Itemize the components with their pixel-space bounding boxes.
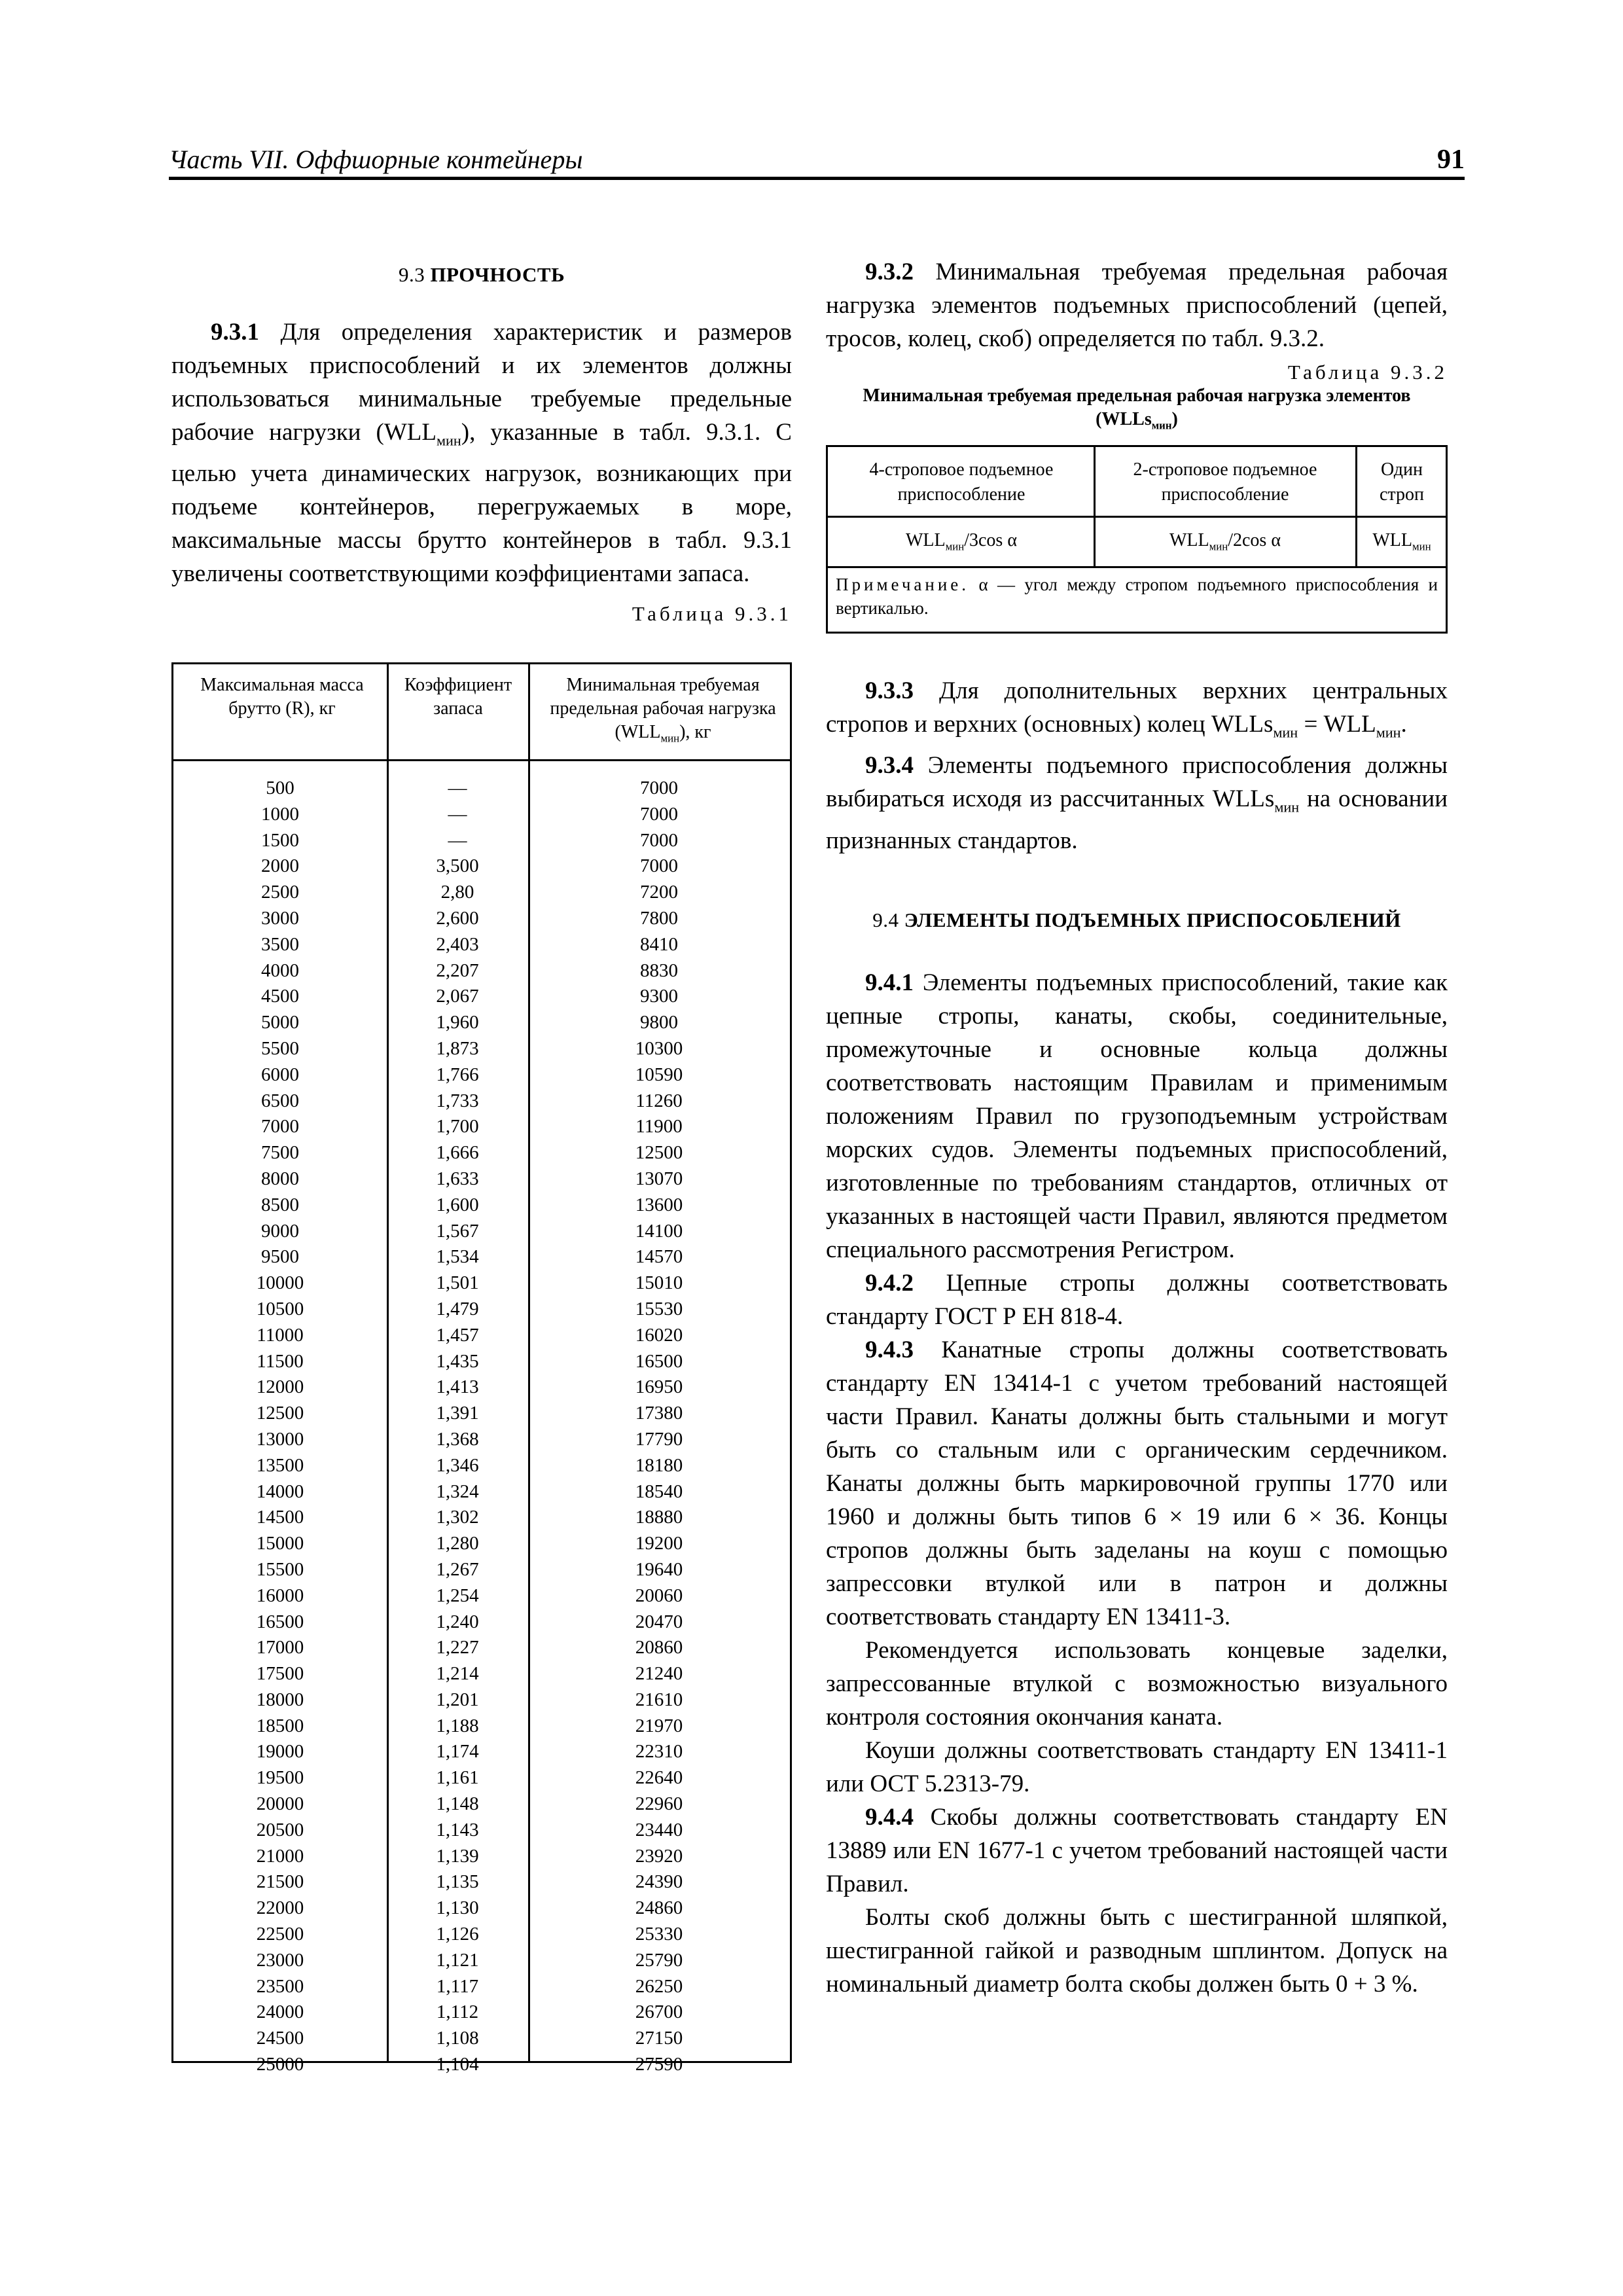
cell-safety-factor: 1,501: [436, 1272, 479, 1294]
cell-wll: 10590: [635, 1064, 683, 1085]
cell-wll: 19200: [635, 1533, 683, 1554]
cell-gross-mass: 19500: [256, 1767, 304, 1789]
cell-wll: 18880: [635, 1507, 683, 1528]
left-column: [171, 255, 792, 626]
cell-safety-factor: 1,280: [436, 1533, 479, 1554]
header-safety-factor: Коэффициент запаса: [404, 675, 512, 719]
cell-gross-mass: 23500: [256, 1975, 304, 1997]
cell-wll: 7000: [640, 855, 678, 877]
cell-gross-mass: 20000: [256, 1793, 304, 1815]
cell-wll: 21970: [635, 1715, 683, 1736]
cell-safety-factor: 1,435: [436, 1350, 479, 1372]
cell-gross-mass: 12000: [256, 1376, 304, 1398]
paragraph-9-4-4: 9.4.4 Скобы должны соответствовать стандарту EN 13889 или EN 1677-1 с учетом требований настоящей части Правил.: [826, 1803, 1448, 1897]
cell-safety-factor: 1,148: [436, 1793, 479, 1815]
cell-gross-mass: 16000: [256, 1585, 304, 1606]
cell-safety-factor: 2,600: [436, 907, 479, 929]
cell-safety-factor: 2,207: [436, 960, 479, 981]
cell-gross-mass: 1000: [261, 803, 299, 825]
cell-wll: 22640: [635, 1767, 683, 1789]
row-divider: [828, 516, 1446, 518]
section-title-9-3: 9.3 ПРОЧНОСТЬ: [398, 263, 565, 286]
paragraph-thimbles: Коуши должны соответствовать стандарту EN 13411-1 или ОСТ 5.2313-79.: [826, 1736, 1448, 1797]
cell-gross-mass: 6500: [261, 1090, 299, 1111]
table-row: [173, 1869, 790, 1895]
cell-safety-factor: 2,403: [436, 933, 479, 955]
table-row: [173, 853, 790, 880]
cell-gross-mass: 6000: [261, 1064, 299, 1085]
table-row: [173, 1010, 790, 1036]
paragraph-9-3-1: 9.3.1 Для определения характеристик и размеров подъемных приспособлений и их элементов должны использоваться минимальные требуемые предельные рабочие нагрузки $(WLL_{мин})$, указанные в табл. 9.3.1. С целью учета динамических нагрузок, возникающих при подъеме контейнеров, перегружаемых в море, максимальные массы брутто контейнеров в табл. 9.3.1 увеличены соответствующими коэффициентами запаса.: [171, 319, 792, 588]
cell-gross-mass: 8500: [261, 1194, 299, 1215]
column-divider: [1094, 447, 1096, 566]
table-row: [173, 1114, 790, 1140]
cell-gross-mass: 11000: [257, 1324, 304, 1346]
cell-gross-mass: 14000: [256, 1480, 304, 1502]
cell-gross-mass: 2500: [261, 882, 299, 903]
table-header: [173, 664, 790, 761]
cell-gross-mass: 5000: [261, 1012, 299, 1033]
cell-safety-factor: 1,733: [436, 1090, 479, 1111]
cell-safety-factor: 1,108: [436, 2028, 479, 2049]
table-caption-9-3-1: Таблица 9.3.1: [632, 602, 792, 626]
cell-safety-factor: 1,766: [436, 1064, 479, 1085]
page-number: 91: [1437, 145, 1465, 175]
cell-safety-factor: 1,188: [436, 1715, 479, 1736]
cell-safety-factor: —: [448, 829, 467, 851]
cell-wll: 18540: [635, 1480, 683, 1502]
cell-gross-mass: 3500: [261, 933, 299, 955]
header-rule: [169, 177, 1465, 180]
cell-safety-factor: 1,143: [436, 1819, 479, 1840]
cell-gross-mass: 22000: [256, 1897, 304, 1919]
cell-safety-factor: —: [448, 778, 467, 798]
cell-wll: 18180: [635, 1454, 683, 1476]
table-row: [173, 958, 790, 984]
cell-safety-factor: 1,104: [436, 2054, 479, 2075]
table-row: [173, 828, 790, 854]
table-row: [173, 1922, 790, 1948]
cell-safety-factor: 1,302: [436, 1507, 479, 1528]
paragraph-9-4-1: 9.4.1 Элементы подъемных приспособлений, такие как цепные стропы, канаты, скобы, соединительные, промежуточные и основные кольца должны соответствовать настоящим Правилам и применимым положениям Правил по грузоподъемным устройствам морских судов. Элементы подъемных приспособлений, изготовленные по требованиям стандартов, отличных от указанных в настоящей части Правил, являются предметом специального рассмотрения Регистром.: [826, 969, 1448, 1263]
cell-gross-mass: 23000: [256, 1949, 304, 1971]
cell-safety-factor: 1,135: [436, 1871, 479, 1893]
table-row: [173, 1374, 790, 1401]
header-gross-mass: Максимальная масса брутто (R), кг: [200, 675, 364, 719]
value-single-sling: $WLL_{мин}$: [1372, 530, 1431, 553]
cell-safety-factor: 1,960: [436, 1012, 479, 1033]
running-title: Часть VII. Оффшорные контейнеры: [169, 145, 583, 174]
table-row: [173, 1818, 790, 1844]
cell-gross-mass: 13500: [256, 1454, 304, 1476]
cell-wll: 24860: [635, 1897, 683, 1919]
cell-wll: 20470: [635, 1611, 683, 1632]
cell-safety-factor: —: [448, 803, 467, 825]
table-row: [173, 932, 790, 958]
table-row: [173, 1349, 790, 1375]
cell-gross-mass: 500: [266, 778, 294, 798]
table-row: [173, 1297, 790, 1323]
cell-safety-factor: 1,873: [436, 1037, 479, 1059]
cell-wll: 11900: [635, 1116, 683, 1138]
cell-gross-mass: 16500: [256, 1611, 304, 1632]
table-row: [173, 1062, 790, 1088]
cell-wll: 8830: [640, 960, 678, 981]
table-row: [173, 2000, 790, 2026]
cell-safety-factor: 1,117: [436, 1975, 479, 1997]
cell-wll: 8410: [640, 933, 678, 955]
cell-wll: 10300: [635, 1037, 683, 1059]
cell-gross-mass: 8000: [261, 1168, 299, 1189]
header-single-sling: Один строп: [1380, 459, 1424, 505]
cell-gross-mass: 4500: [261, 986, 299, 1007]
cell-wll: 7800: [640, 907, 678, 929]
header-wll: Минимальная требуемая предельная рабочая нагрузка $(WLL_{мин})$, кг: [550, 675, 776, 745]
table-row: [173, 1244, 790, 1270]
cell-safety-factor: 1,240: [436, 1611, 479, 1632]
paragraph-recommendation: Рекомендуется использовать концевые заделки, запрессованные втулкой с возможностью визуального контроля состояния окончания каната.: [826, 1636, 1448, 1731]
cell-safety-factor: 1,368: [436, 1428, 479, 1450]
table-row: [173, 1401, 790, 1427]
cell-safety-factor: 1,633: [436, 1168, 479, 1189]
table-row: [173, 1323, 790, 1349]
table-row: [173, 1661, 790, 1687]
cell-wll: 20060: [635, 1585, 683, 1606]
table-row: [173, 1583, 790, 1609]
table-row: [173, 1193, 790, 1219]
cell-wll: 21240: [635, 1663, 683, 1685]
cell-gross-mass: 20500: [256, 1819, 304, 1840]
cell-wll: 14100: [635, 1220, 683, 1242]
cell-safety-factor: 1,254: [436, 1585, 479, 1606]
paragraph-9-3-4: 9.3.4 Элементы подъемного приспособления должны выбираться исходя из рассчитанных WLLs$_{мин}$ на основании признанных стандартов.: [826, 752, 1448, 854]
cell-wll: 22310: [635, 1741, 683, 1763]
cell-gross-mass: 14500: [256, 1507, 304, 1528]
cell-safety-factor: 1,567: [436, 1220, 479, 1242]
cell-gross-mass: 11500: [257, 1350, 304, 1372]
cell-safety-factor: 2,80: [440, 882, 474, 903]
cell-wll: 23920: [635, 1845, 683, 1867]
cell-gross-mass: 4000: [261, 960, 299, 981]
right-column-lower: [826, 674, 1448, 2001]
cell-gross-mass: 3000: [261, 907, 299, 929]
table-row: [173, 1739, 790, 1765]
table-row: [173, 1765, 790, 1791]
cell-gross-mass: 17500: [256, 1663, 304, 1685]
cell-safety-factor: 1,126: [436, 1924, 479, 1945]
paragraph-9-4-3: 9.4.3 Канатные стропы должны соответствовать стандарту EN 13414-1 с учетом требований настоящей части Правил. Канаты должны быть стальными и могут быть со стальным или с органическим сердечником. Канаты должны быть маркировочной группы 1770 или 1960 и должны быть типов 6 × 19 или 6 × 36. Концы стропов должны быть заделаны на коуш с помощью запрессовки втулкой или в патрон и должны соответствовать стандарту EN 13411-3.: [826, 1336, 1448, 1630]
cell-wll: 13070: [635, 1168, 683, 1189]
cell-safety-factor: 1,391: [436, 1403, 479, 1424]
cell-wll: 7000: [640, 829, 678, 851]
table-row: [173, 1609, 790, 1636]
value-2-sling: $WLL_{мин}/2\cos$ α: [1169, 530, 1281, 553]
table-caption-9-3-2: Таблица 9.3.2: [1287, 361, 1448, 384]
value-4-sling: $WLL_{мин}/3\cos$ α: [905, 530, 1017, 553]
paragraph-9-3-3: 9.3.3 Для дополнительных верхних центральных стропов и верхних (основных) колец WLLs$_{мин}$ = $WLL_{мин}$.: [826, 677, 1448, 741]
paragraph-9-4-2: 9.4.2 Цепные стропы должны соответствовать стандарту ГОСТ Р ЕН 818-4.: [826, 1269, 1448, 1330]
cell-wll: 27150: [635, 2028, 683, 2049]
header-4-sling: 4-строповое подъемное приспособление: [869, 459, 1054, 505]
table-row: [173, 1505, 790, 1531]
cell-gross-mass: 19000: [256, 1741, 304, 1763]
table-row: [173, 1270, 790, 1297]
cell-wll: 12500: [635, 1142, 683, 1164]
table-row: [173, 2026, 790, 2052]
table-row: [173, 1948, 790, 1974]
cell-safety-factor: 1,666: [436, 1142, 479, 1164]
cell-wll: 14570: [635, 1246, 683, 1268]
table-row: [173, 1166, 790, 1193]
cell-wll: 13600: [635, 1194, 683, 1215]
table-row: [173, 1036, 790, 1062]
cell-wll: 7200: [640, 882, 678, 903]
table-9-3-1: [171, 662, 792, 2075]
cell-wll: 15530: [635, 1298, 683, 1319]
cell-gross-mass: 7000: [261, 1116, 299, 1138]
table-row: [173, 1713, 790, 1740]
cell-wll: 16950: [635, 1376, 683, 1398]
table-row: [173, 1974, 790, 2000]
cell-safety-factor: 1,121: [436, 1949, 479, 1971]
cell-gross-mass: 7500: [261, 1142, 299, 1164]
cell-safety-factor: 1,324: [436, 1480, 479, 1502]
table-9-3-2: [826, 445, 1448, 634]
cell-gross-mass: 10500: [256, 1298, 304, 1319]
header-2-sling: 2-строповое подъемное приспособление: [1133, 459, 1317, 505]
table-row: [173, 880, 790, 906]
cell-gross-mass: 12500: [256, 1403, 304, 1424]
right-column: [826, 255, 1448, 438]
cell-gross-mass: 2000: [261, 855, 299, 877]
cell-gross-mass: 10000: [256, 1272, 304, 1294]
table-row: [173, 1844, 790, 1870]
paragraph-bolts: Болты скоб должны быть с шестигранной шляпкой, шестигранной гайкой и разводным шплинтом. Допуск на номинальный диаметр болта скобы должен быть 0 + 3 %.: [826, 1903, 1448, 1998]
page-header: [169, 144, 1465, 175]
table-row: [173, 1453, 790, 1479]
cell-wll: 20860: [635, 1637, 683, 1659]
cell-wll: 9800: [640, 1012, 678, 1033]
cell-safety-factor: 1,161: [436, 1767, 479, 1789]
cell-safety-factor: 2,067: [436, 986, 479, 1007]
cell-safety-factor: 1,534: [436, 1246, 479, 1268]
table-note: Примечание. α — угол между стропом подъемного приспособления и вертикалью.: [836, 575, 1438, 618]
table-body: [173, 776, 790, 2078]
cell-wll: 15010: [635, 1272, 683, 1294]
table-title-9-3-2: Минимальная требуемая предельная рабочая нагрузка элементов (WLLs$_{мин}$): [863, 386, 1411, 432]
cell-wll: 19640: [635, 1558, 683, 1580]
cell-wll: 24390: [635, 1871, 683, 1893]
cell-gross-mass: 17000: [256, 1637, 304, 1659]
cell-gross-mass: 15500: [256, 1558, 304, 1580]
cell-safety-factor: 1,700: [436, 1116, 479, 1138]
cell-wll: 27590: [635, 2054, 683, 2075]
table-row: [173, 802, 790, 828]
table-row: [173, 1427, 790, 1453]
table-row: [173, 1088, 790, 1115]
cell-safety-factor: 1,479: [436, 1298, 479, 1319]
paragraph-9-3-2: 9.3.2 Минимальная требуемая предельная рабочая нагрузка элементов подъемных приспособлений (цепей, тросов, колец, скоб) определяется по табл. 9.3.2.: [826, 259, 1448, 352]
cell-gross-mass: 9500: [261, 1246, 299, 1268]
cell-safety-factor: 1,214: [436, 1663, 479, 1685]
table-row: [173, 1895, 790, 1922]
cell-wll: 16020: [635, 1324, 683, 1346]
table-row: [173, 776, 790, 802]
table-row: [173, 1219, 790, 1245]
cell-safety-factor: 1,267: [436, 1558, 479, 1580]
cell-gross-mass: 21000: [256, 1845, 304, 1867]
cell-wll: 22960: [635, 1793, 683, 1815]
cell-wll: 17790: [635, 1428, 683, 1450]
cell-wll: 21610: [635, 1689, 683, 1710]
section-title-9-4: 9.4 ЭЛЕМЕНТЫ ПОДЪЕМНЫХ ПРИСПОСОБЛЕНИЙ: [872, 908, 1401, 931]
cell-safety-factor: 1,130: [436, 1897, 479, 1919]
cell-wll: 17380: [635, 1403, 683, 1424]
cell-safety-factor: 3,500: [436, 855, 479, 877]
cell-safety-factor: 1,600: [436, 1194, 479, 1215]
cell-wll: 11260: [635, 1090, 683, 1111]
cell-wll: 7000: [640, 803, 678, 825]
cell-gross-mass: 24000: [256, 2001, 304, 2023]
cell-wll: 26250: [635, 1975, 683, 1997]
cell-gross-mass: 18000: [256, 1689, 304, 1710]
column-divider: [1355, 447, 1357, 566]
cell-wll: 9300: [640, 986, 678, 1007]
cell-safety-factor: 1,413: [436, 1376, 479, 1398]
cell-gross-mass: 21500: [256, 1871, 304, 1893]
cell-gross-mass: 18500: [256, 1715, 304, 1736]
table-row: [173, 1531, 790, 1557]
table-row: [173, 1791, 790, 1818]
table-row: [173, 2052, 790, 2078]
cell-gross-mass: 25000: [256, 2054, 304, 2075]
cell-wll: 25790: [635, 1949, 683, 1971]
cell-safety-factor: 1,139: [436, 1845, 479, 1867]
cell-safety-factor: 1,201: [436, 1689, 479, 1710]
cell-safety-factor: 1,174: [436, 1741, 479, 1763]
cell-wll: 23440: [635, 1819, 683, 1840]
table-row: [173, 906, 790, 932]
table-row: [173, 1687, 790, 1713]
cell-wll: 25330: [635, 1924, 683, 1945]
cell-gross-mass: 15000: [256, 1533, 304, 1554]
cell-wll: 26700: [635, 2001, 683, 2023]
table-row: [173, 1140, 790, 1166]
table-row: [173, 984, 790, 1010]
cell-gross-mass: 24500: [256, 2028, 304, 2049]
cell-safety-factor: 1,457: [436, 1324, 479, 1346]
cell-safety-factor: 1,112: [436, 2001, 479, 2023]
table-row: [173, 1479, 790, 1505]
row-divider: [828, 566, 1446, 568]
cell-gross-mass: 9000: [261, 1220, 299, 1242]
cell-safety-factor: 1,227: [436, 1637, 479, 1659]
table-row: [173, 1635, 790, 1661]
table-row: [173, 1557, 790, 1583]
cell-wll: 16500: [635, 1350, 683, 1372]
cell-gross-mass: 22500: [256, 1924, 304, 1945]
cell-wll: 7000: [640, 778, 678, 798]
cell-gross-mass: 13000: [256, 1428, 304, 1450]
cell-gross-mass: 5500: [261, 1037, 299, 1059]
cell-safety-factor: 1,346: [436, 1454, 479, 1476]
cell-gross-mass: 1500: [261, 829, 299, 851]
